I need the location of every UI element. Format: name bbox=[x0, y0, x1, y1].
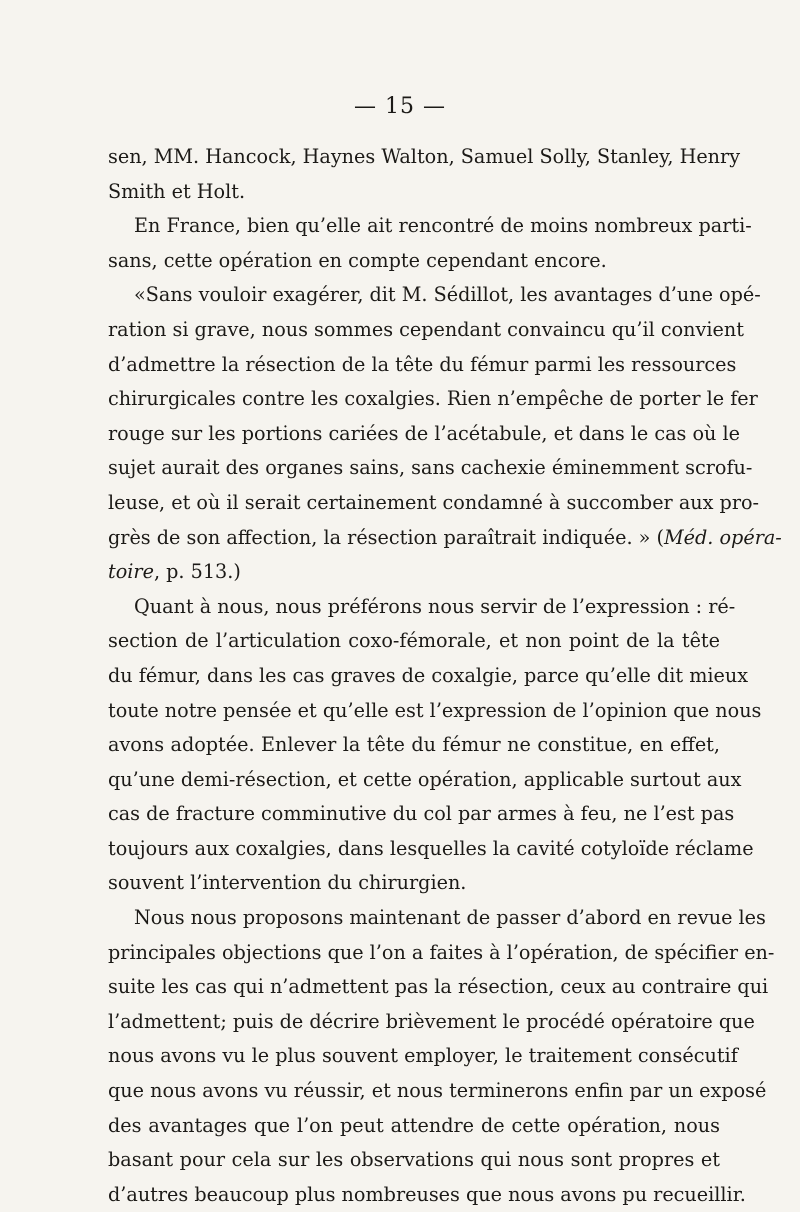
text-line: chirurgicales contre les coxalgies. Rien n’empêche de porter le fer bbox=[108, 387, 758, 411]
text-line: toujours aux coxalgies, dans lesquelles la cavité cotyloïde réclame bbox=[108, 836, 754, 860]
text-line: grès de son affection, la résection paraîtrait indiquée. » (Méd. opéra- bbox=[108, 525, 782, 549]
text-line: d’admettre la résection de la tête du fémur parmi les ressources bbox=[108, 352, 737, 376]
text-line: que nous avons vu réussir, et nous terminerons enfin par un exposé bbox=[108, 1079, 767, 1103]
text-line: du fémur, dans les cas graves de coxalgie, parce qu’elle dit mieux bbox=[108, 663, 749, 687]
text-line: Nous nous proposons maintenant de passer d’abord en revue les bbox=[134, 906, 766, 930]
text-line: «Sans vouloir exagérer, dit M. Sédillot, les avantages d’une opé- bbox=[134, 283, 761, 307]
text-line: section de l’articulation coxo-fémorale, et non point de la tête bbox=[108, 629, 720, 653]
text-line: leuse, et où il serait certainement condamné à succomber aux pro- bbox=[108, 490, 760, 514]
text-line: toute notre pensée et qu’elle est l’expression de l’opinion que nous bbox=[108, 698, 762, 722]
text-line: rouge sur les portions cariées de l’acétabule, et dans le cas où le bbox=[108, 421, 740, 445]
text-line: cas de fracture comminutive du col par armes à feu, ne l’est pas bbox=[108, 802, 735, 826]
text-line: toire, p. 513.) bbox=[108, 560, 241, 584]
text-line: des avantages que l’on peut attendre de cette opération, nous bbox=[108, 1113, 720, 1137]
text-line: En France, bien qu’elle ait rencontré de moins nombreux parti- bbox=[134, 214, 752, 238]
text-line: sans, cette opération en compte cependant encore. bbox=[108, 248, 607, 272]
text-line: ration si grave, nous sommes cependant convaincu qu’il convient bbox=[108, 317, 744, 341]
text-line: souvent l’intervention du chirurgien. bbox=[108, 871, 467, 895]
text-line: qu’une demi-résection, et cette opération, applicable surtout aux bbox=[108, 767, 742, 791]
text-line: principales objections que l’on a faites à l’opération, de spécifier en- bbox=[108, 940, 775, 964]
text-line: d’autres beaucoup plus nombreuses que nous avons pu recueillir. bbox=[108, 1182, 746, 1206]
text-line: sen, MM. Hancock, Haynes Walton, Samuel Solly, Stanley, Henry bbox=[108, 145, 741, 168]
page-number: — 15 — bbox=[354, 94, 446, 119]
text-line: basant pour cela sur les observations qui nous sont propres et bbox=[108, 1148, 720, 1172]
body-text bbox=[108, 140, 782, 1212]
text-line: suite les cas qui n’admettent pas la résection, ceux au contraire qui bbox=[108, 975, 769, 999]
text-line: l’admettent; puis de décrire brièvement le procédé opératoire que bbox=[108, 1009, 755, 1033]
text-line: sujet aurait des organes sains, sans cachexie éminemment scrofu- bbox=[108, 456, 753, 480]
text-line: avons adoptée. Enlever la tête du fémur ne constitue, en effet, bbox=[108, 733, 720, 757]
text-line: nous avons vu le plus souvent employer, le traitement consécutif bbox=[108, 1044, 738, 1068]
text-line: Quant à nous, nous préférons nous servir de l’expression : ré- bbox=[134, 594, 736, 618]
text-line: Smith et Holt. bbox=[108, 179, 246, 203]
